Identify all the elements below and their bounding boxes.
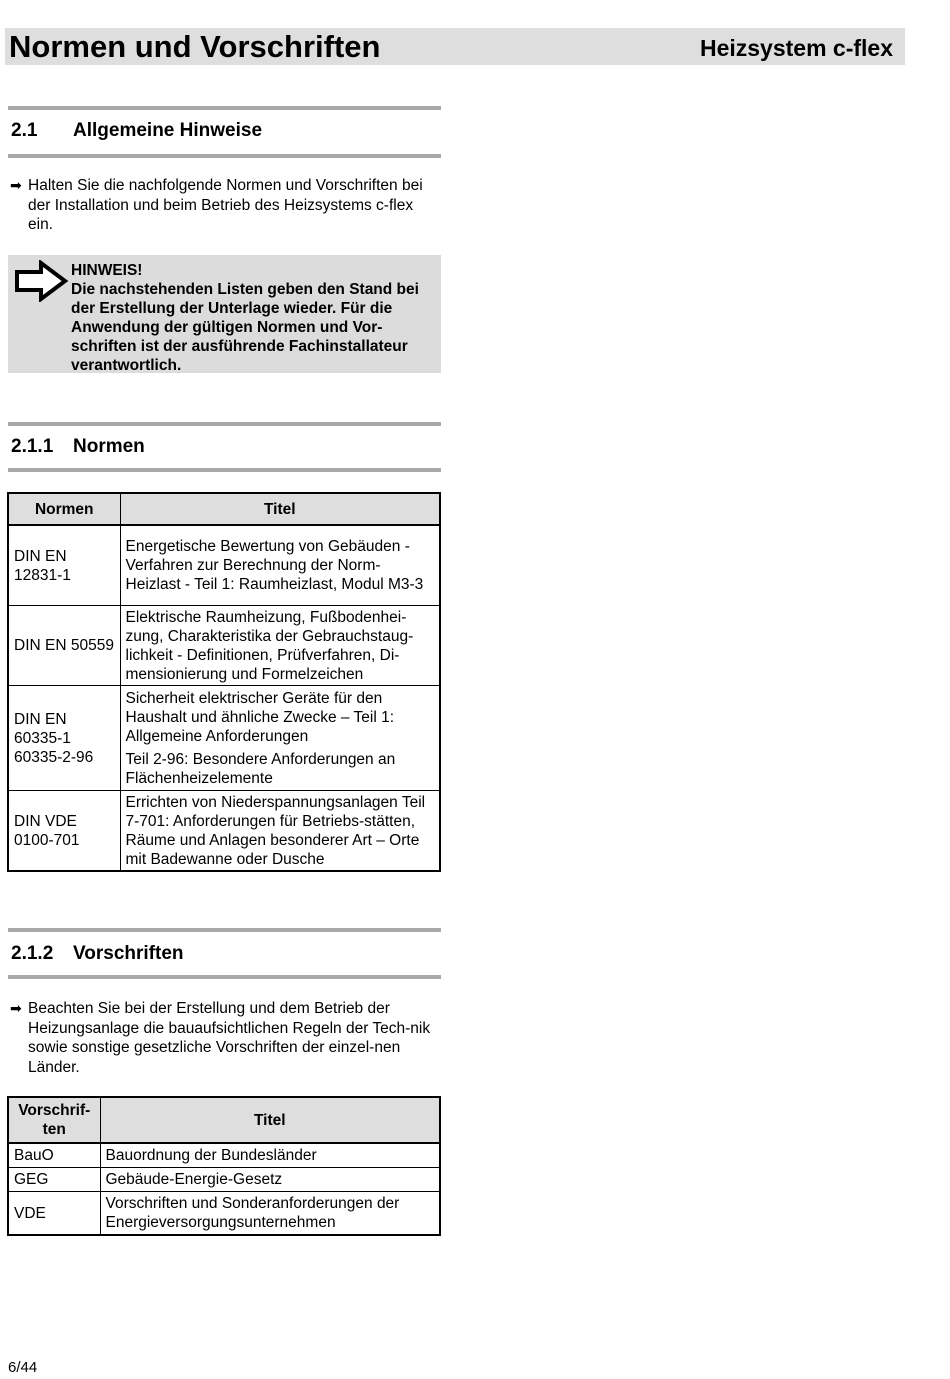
norm-cell: DIN EN 12831-1 [8,525,120,606]
section-heading-2-1-1 [11,436,145,458]
table-row [8,1168,440,1192]
title-cell: Bauordnung der Bundesländer [100,1143,440,1168]
table-row [8,791,440,872]
title-part-2: Teil 2-96: Besondere Anforderungen an Flächenheizelemente [125,750,396,787]
code-cell: BauO [8,1143,100,1168]
page-header [5,28,905,65]
section-rule-bottom [8,154,441,158]
bullet-text: Beachten Sie bei der Erstellung und dem Betrieb der Heizungsanlage die bauaufsichtlichen Regeln der Tech-nik sowie sonstige gesetzliche Vorschriften der einzel-nen Länder. [28,1000,431,1076]
title-cell: Elektrische Raumheizung, Fußbodenhei-zung, Charakteristika der Gebrauchstaug-lichkeit - Definitionen, Prüfverfahren, Di-mensionierung und Formelzeichen [120,606,440,686]
title-cell [120,686,440,791]
section-title: Vorschriften [73,943,184,964]
norm-cell: DIN EN 60335-1 60335-2-96 [8,686,120,791]
column-header: Titel [100,1097,440,1143]
column-header: Vorschrif-ten [8,1097,100,1143]
section-rule-top [8,422,441,426]
section-title: Normen [73,436,145,457]
title-part-1: Sicherheit elektrischer Geräte für den Haushalt und ähnliche Zwecke – Teil 1: Allgemeine Anforderungen [125,689,395,745]
product-name: Heizsystem c-flex [699,35,893,61]
title-cell: Errichten von Niederspannungsanlagen Teil 7-701: Anforderungen für Betriebs-stätten, Räume und Anlagen besonderer Art – Orte mit Badewanne oder Dusche [120,791,440,872]
section-number: 2.1.1 [11,436,54,457]
vorschriften-table [7,1096,441,1236]
column-header: Titel [120,493,440,525]
table-row [8,686,440,791]
title-cell: Energetische Bewertung von Gebäuden - Verfahren zur Berechnung der Norm-Heizlast - Teil 1: Raumheizlast, Modul M3-3 [120,525,440,606]
bullet-instruction [10,176,440,235]
normen-table [7,492,441,872]
section-number: 2.1.2 [11,943,54,964]
code-cell: GEG [8,1168,100,1192]
table-header-row [8,493,440,525]
section-rule-top [8,106,441,110]
bullet-instruction [10,999,440,1077]
table-header-row [8,1097,440,1143]
norm-cell: DIN EN 50559 [8,606,120,686]
section-rule-top [8,928,441,932]
bullet-text: Halten Sie die nachfolgende Normen und Vorschriften bei der Installation und beim Betrieb des Heizsystems c-flex ein. [28,177,423,233]
title-cell: Vorschriften und Sonderanforderungen der Energieversorgungsunternehmen [100,1192,440,1236]
page-title: Normen und Vorschriften [9,29,381,64]
arrow-bullet-icon: ➡ [10,177,22,193]
table-row [8,1192,440,1236]
section-heading-2-1-2 [11,943,184,965]
norm-cell: DIN VDE 0100-701 [8,791,120,872]
section-rule-bottom [8,975,441,979]
table-row [8,525,440,606]
notice-box [8,255,441,373]
section-title: Allgemeine Hinweise [73,120,263,141]
arrow-bullet-icon: ➡ [10,1000,22,1016]
column-header: Normen [8,493,120,525]
section-number: 2.1 [11,120,38,141]
notice-text: Die nachstehenden Listen geben den Stand bei der Erstellung der Unterlage wieder. Für die Anwendung der gültigen Normen und Vor-schriften ist der ausführende Fachinstallateur verantwortlich. [71,281,419,374]
section-rule-bottom [8,468,441,472]
notice-text-block [71,261,436,375]
arrow-right-icon [13,260,69,302]
title-cell: Gebäude-Energie-Gesetz [100,1168,440,1192]
table-row [8,1143,440,1168]
page-number: 6/44 [8,1359,38,1376]
table-row [8,606,440,686]
section-heading-2-1 [11,120,262,142]
notice-label: HINWEIS! [71,262,143,279]
code-cell: VDE [8,1192,100,1236]
